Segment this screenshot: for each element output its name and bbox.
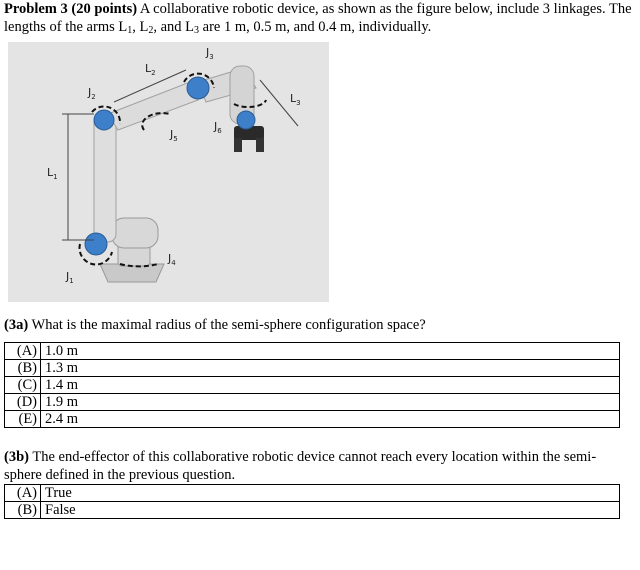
intro-text-b: , L [132, 19, 149, 35]
subscript-1: 1 [127, 25, 133, 36]
option-row[interactable] [5, 360, 620, 377]
option-letter: (A) [5, 343, 41, 360]
options-table-3b [4, 484, 620, 519]
subscript-2: 2 [148, 25, 154, 36]
question-3a-text: What is the maximal radius of the semi-sphere configuration space? [28, 317, 426, 333]
question-3a [4, 316, 426, 334]
shoulder-housing [112, 218, 158, 248]
robot-arm-figure [8, 42, 329, 302]
robot-arm-diagram [8, 42, 329, 302]
option-letter: (A) [5, 485, 41, 502]
option-letter: (E) [5, 411, 41, 428]
label-j4: $J_4$ [168, 252, 176, 267]
intro-text-a: A collaborative robotic device, as shown as the figure below, include 3 linkages. The lengths of the arms L [4, 1, 632, 35]
option-row[interactable] [5, 394, 620, 411]
option-letter: (B) [5, 502, 41, 519]
intro-text-c: , and L [153, 19, 195, 35]
question-3b-text: The end-effector of this collaborative robotic device cannot reach every location within the semi-sphere defined in the previous question. [4, 449, 597, 483]
option-row[interactable] [5, 502, 620, 519]
problem-statement [4, 0, 634, 36]
label-j1: $J_1$ [66, 270, 74, 285]
options-table-3a [4, 342, 620, 428]
label-j2: $J_2$ [88, 86, 96, 101]
option-row[interactable] [5, 485, 620, 502]
arm-link-1 [94, 114, 116, 242]
option-row[interactable] [5, 343, 620, 360]
question-3b [4, 448, 619, 484]
gripper-finger-right [256, 138, 264, 152]
label-l1: $L_1$ [47, 166, 58, 181]
option-row[interactable] [5, 411, 620, 428]
subscript-3: 3 [194, 25, 200, 36]
option-text: 1.9 m [41, 394, 620, 411]
joint-j3 [187, 77, 209, 99]
option-row[interactable] [5, 377, 620, 394]
question-3a-label: (3a) [4, 317, 29, 333]
problem-heading: Problem 3 (20 points) [4, 1, 138, 17]
gripper-finger-left [234, 138, 242, 152]
option-text: 1.4 m [41, 377, 620, 394]
label-j3: $J_3$ [206, 46, 214, 61]
option-text: True [41, 485, 620, 502]
option-text: 1.0 m [41, 343, 620, 360]
option-text: 2.4 m [41, 411, 620, 428]
option-letter: (C) [5, 377, 41, 394]
joint-j2 [94, 110, 114, 130]
question-3b-label: (3b) [4, 449, 29, 465]
joint-j1 [85, 233, 107, 255]
label-j6: $J_6$ [214, 120, 222, 135]
joint-j6 [237, 111, 255, 129]
arm-link-2 [108, 82, 198, 130]
option-text: False [41, 502, 620, 519]
label-l3: $L_3$ [290, 92, 301, 107]
option-text: 1.3 m [41, 360, 620, 377]
label-j5: $J_5$ [170, 128, 178, 143]
intro-text-d: are 1 m, 0.5 m, and 0.4 m, individually. [199, 19, 432, 35]
option-letter: (B) [5, 360, 41, 377]
label-l2: $L_2$ [145, 62, 156, 77]
option-letter: (D) [5, 394, 41, 411]
